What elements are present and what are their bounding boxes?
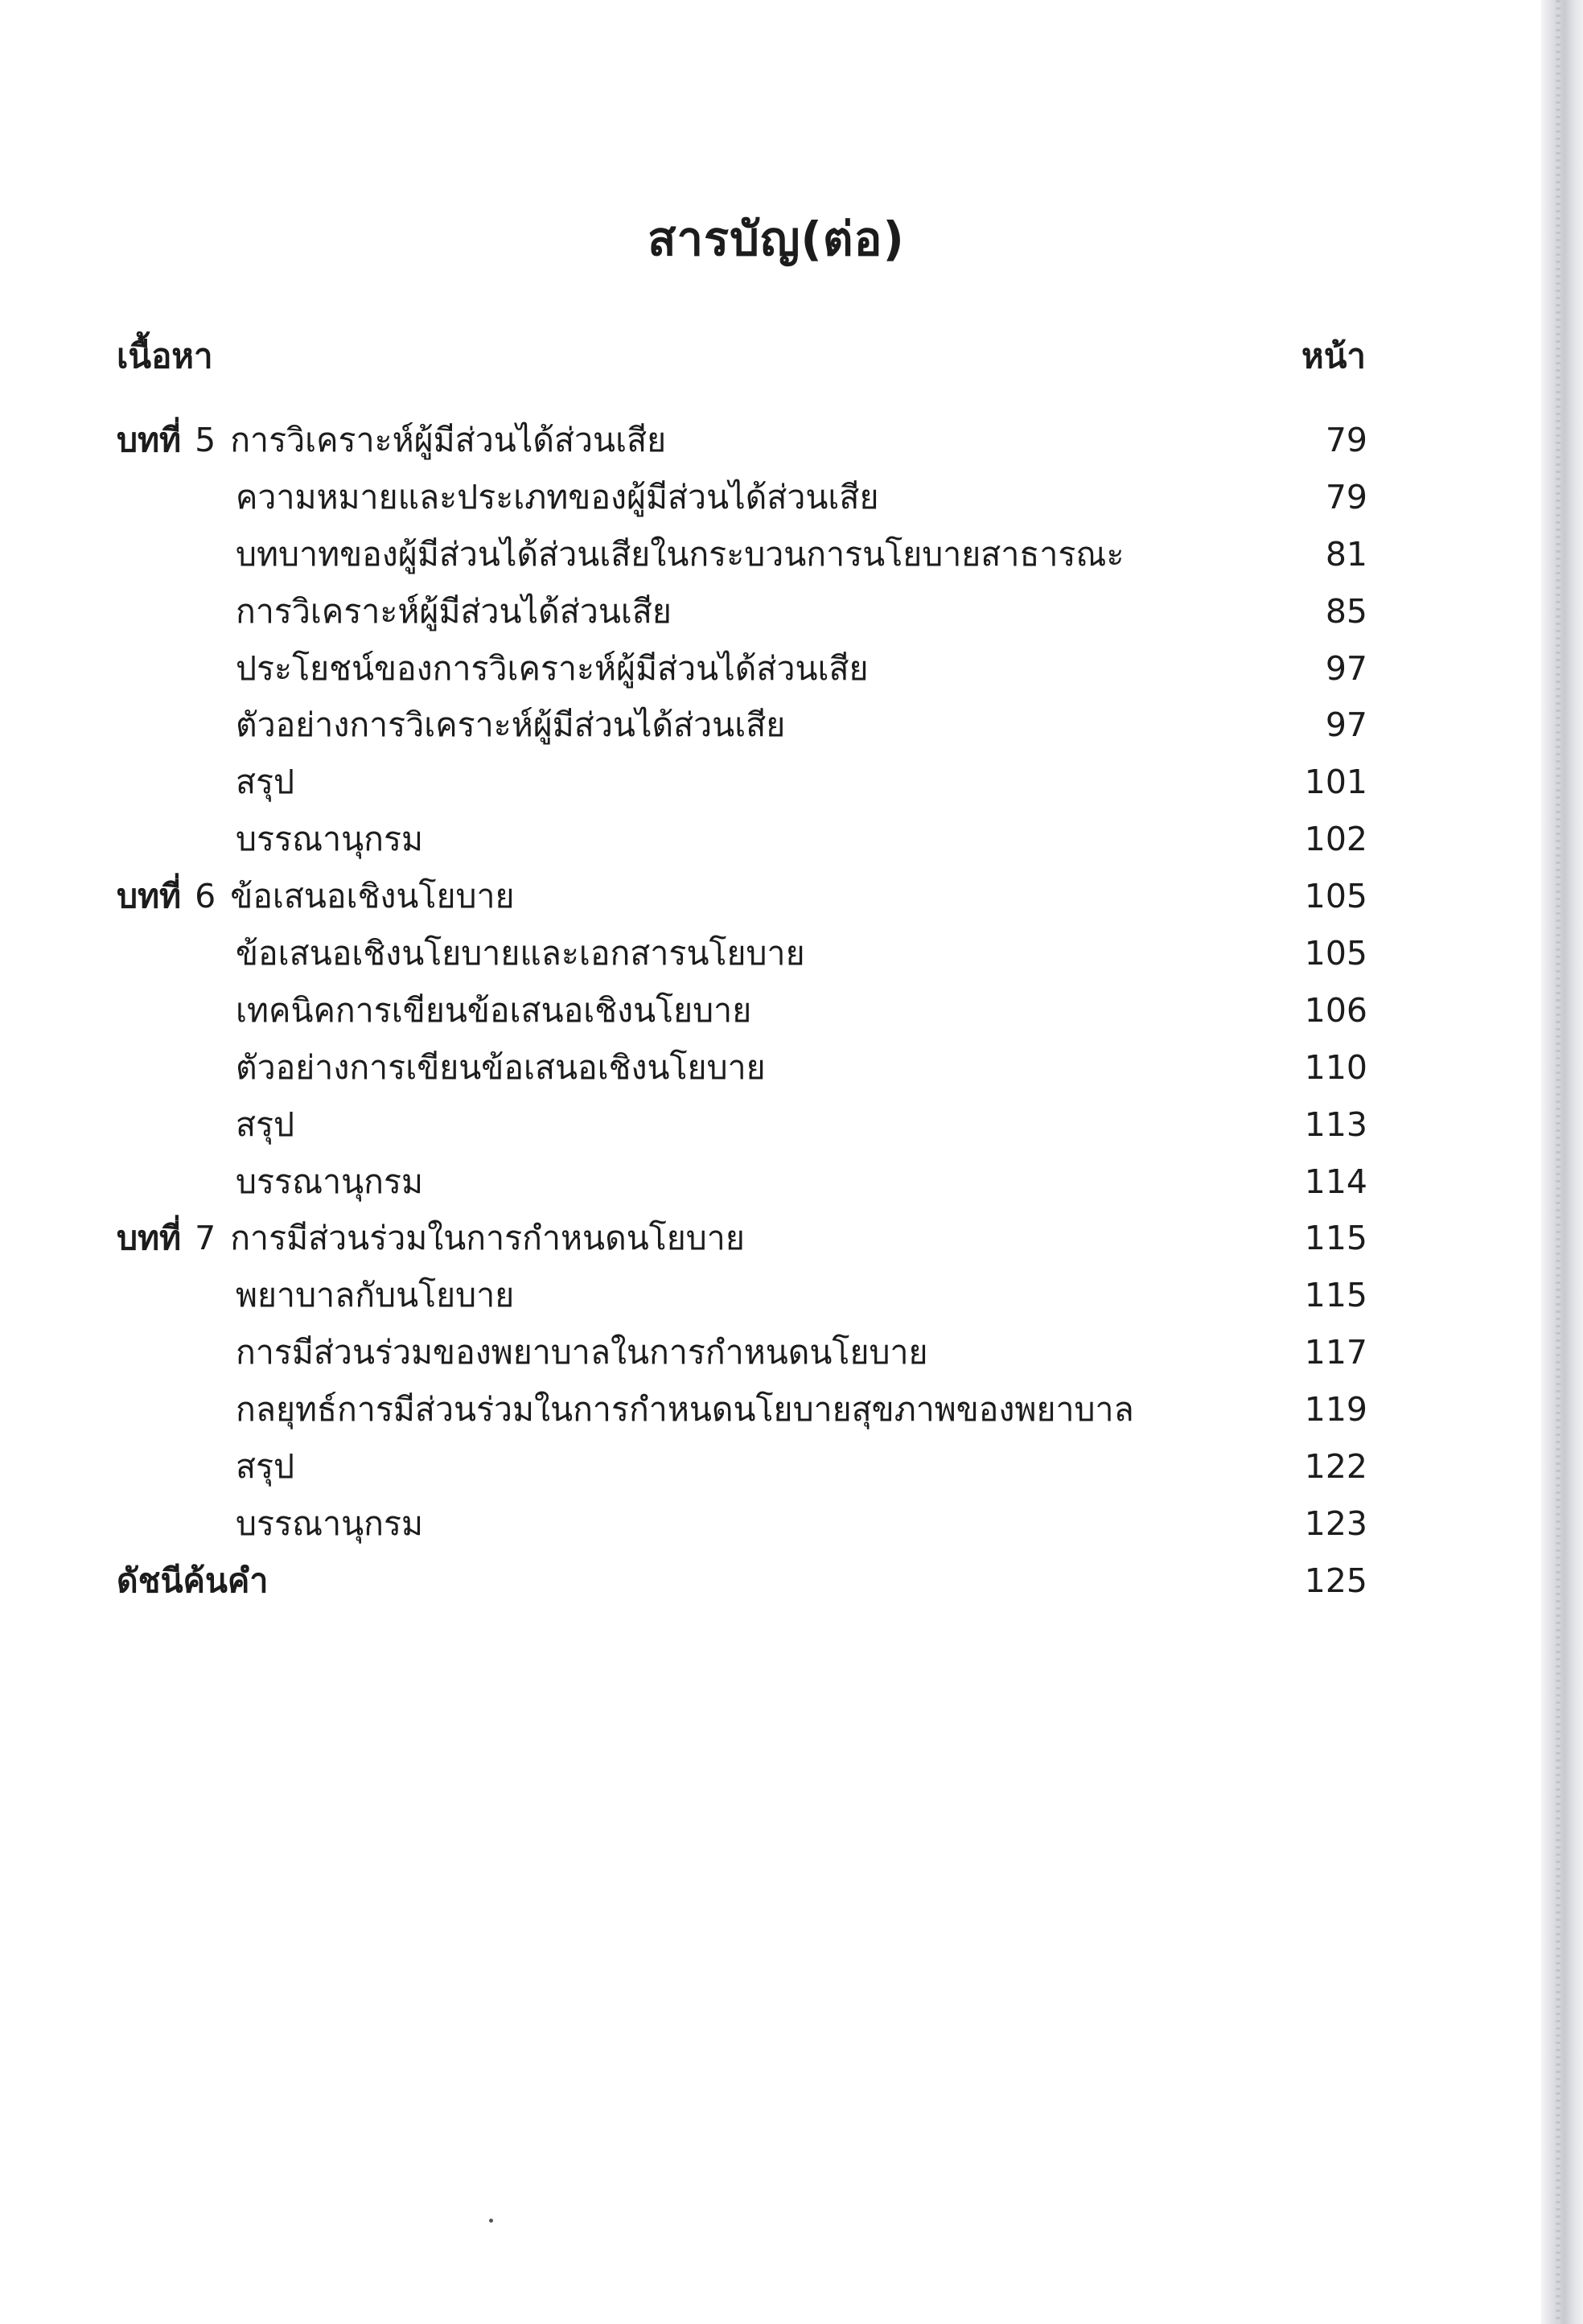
chapter-number: 5: [195, 421, 216, 459]
toc-index-title: ดัชนีค้นคำ: [117, 1561, 269, 1600]
chapter-label: บทที่: [117, 421, 182, 459]
toc-entry-row: [117, 754, 1367, 811]
toc-entry-row: [117, 1438, 1367, 1495]
page-title: สารบัญ(ต่อ): [648, 212, 905, 266]
page-column-header: หน้า: [1301, 336, 1366, 376]
table-of-contents: [117, 412, 1367, 1610]
toc-page-number: 113: [1304, 1104, 1367, 1144]
chapter-number: 7: [195, 1219, 216, 1258]
toc-entry-row: [117, 1495, 1367, 1553]
toc-entry-title: ตัวอย่างการเขียนข้อเสนอเชิงนโยบาย: [236, 1047, 766, 1087]
toc-entry-row: [117, 1039, 1367, 1096]
toc-page-number: 125: [1304, 1561, 1367, 1600]
toc-entry-row: [117, 811, 1367, 868]
content-column-header: เนื้อหา: [117, 336, 213, 376]
toc-entry-row: [117, 1381, 1367, 1438]
toc-page-number: 119: [1304, 1390, 1367, 1429]
toc-entry-row: [117, 526, 1367, 583]
toc-entry-title: ตัวอย่างการวิเคราะห์ผู้มีส่วนได้ส่วนเสีย: [236, 705, 786, 745]
toc-entry-row: [117, 697, 1367, 754]
toc-entry-title: พยาบาลกับนโยบาย: [236, 1276, 515, 1315]
chapter-title-text: การวิเคราะห์ผู้มีส่วนได้ส่วนเสีย: [230, 421, 667, 459]
toc-page-number: 79: [1325, 421, 1367, 459]
toc-entry-title: เทคนิคการเขียนข้อเสนอเชิงนโยบาย: [236, 990, 752, 1030]
toc-page-number: 101: [1304, 763, 1367, 802]
toc-page-number: 117: [1304, 1333, 1367, 1372]
toc-entry-row: [117, 640, 1367, 697]
toc-entry-row: [117, 925, 1367, 982]
toc-index-row: [117, 1553, 1367, 1610]
toc-page-number: 106: [1304, 990, 1367, 1030]
toc-chapter-title: [117, 412, 666, 469]
toc-page-number: 97: [1325, 705, 1367, 745]
toc-page-number: 105: [1304, 877, 1367, 916]
toc-page-number: 122: [1304, 1447, 1367, 1487]
chapter-title-text: การมีส่วนร่วมในการกำหนดนโยบาย: [230, 1219, 745, 1258]
chapter-number: 6: [195, 877, 216, 916]
toc-chapter-row: [117, 412, 1367, 469]
toc-entry-row: [117, 469, 1367, 526]
toc-chapter-title: [117, 868, 515, 925]
toc-page-number: 115: [1304, 1276, 1367, 1315]
toc-page-number: 110: [1304, 1047, 1367, 1087]
toc-entry-row: [117, 1324, 1367, 1381]
toc-page-number: 105: [1304, 934, 1367, 973]
toc-entry-title: บรรณานุกรม: [236, 820, 424, 859]
toc-entry-title: ความหมายและประเภทของผู้มีส่วนได้ส่วนเสีย: [236, 477, 879, 516]
toc-entry-title: สรุป: [236, 763, 295, 802]
toc-page-number: 81: [1325, 534, 1367, 574]
toc-entry-title: บทบาทของผู้มีส่วนได้ส่วนเสียในกระบวนการนโยบายสาธารณะ: [236, 534, 1125, 574]
toc-entry-title: การมีส่วนร่วมของพยาบาลในการกำหนดนโยบาย: [236, 1333, 928, 1372]
toc-entry-title: สรุป: [236, 1447, 295, 1487]
toc-chapter-row: [117, 1210, 1367, 1267]
toc-chapter-row: [117, 868, 1367, 925]
toc-page-number: 114: [1304, 1162, 1367, 1201]
toc-entry-title: ประโยชน์ของการวิเคราะห์ผู้มีส่วนได้ส่วนเสีย: [236, 648, 869, 688]
chapter-label: บทที่: [117, 1219, 182, 1258]
toc-page-number: 97: [1325, 648, 1367, 688]
toc-entry-row: [117, 583, 1367, 640]
toc-entry-title: กลยุทธ์การมีส่วนร่วมในการกำหนดนโยบายสุขภาพของพยาบาล: [236, 1390, 1134, 1429]
toc-entry-row: [117, 1267, 1367, 1324]
toc-page-number: 79: [1325, 477, 1367, 516]
toc-entry-title: ข้อเสนอเชิงนโยบายและเอกสารนโยบาย: [236, 934, 805, 973]
toc-entry-title: บรรณานุกรม: [236, 1162, 424, 1201]
toc-page-number: 115: [1304, 1219, 1367, 1258]
toc-chapter-title: [117, 1210, 745, 1267]
toc-page-number: 102: [1304, 820, 1367, 859]
toc-page-number: 85: [1325, 591, 1367, 631]
toc-entry-title: การวิเคราะห์ผู้มีส่วนได้ส่วนเสีย: [236, 591, 672, 631]
speck: [489, 2219, 493, 2223]
toc-entry-row: [117, 982, 1367, 1039]
toc-entry-title: บรรณานุกรม: [236, 1503, 424, 1543]
toc-entry-row: [117, 1096, 1367, 1154]
toc-page-number: 123: [1304, 1503, 1367, 1543]
toc-entry-row: [117, 1154, 1367, 1211]
book-binding-edge: [1541, 0, 1583, 2324]
toc-entry-title: สรุป: [236, 1104, 295, 1144]
chapter-label: บทที่: [117, 877, 182, 916]
chapter-title-text: ข้อเสนอเชิงนโยบาย: [230, 877, 515, 916]
